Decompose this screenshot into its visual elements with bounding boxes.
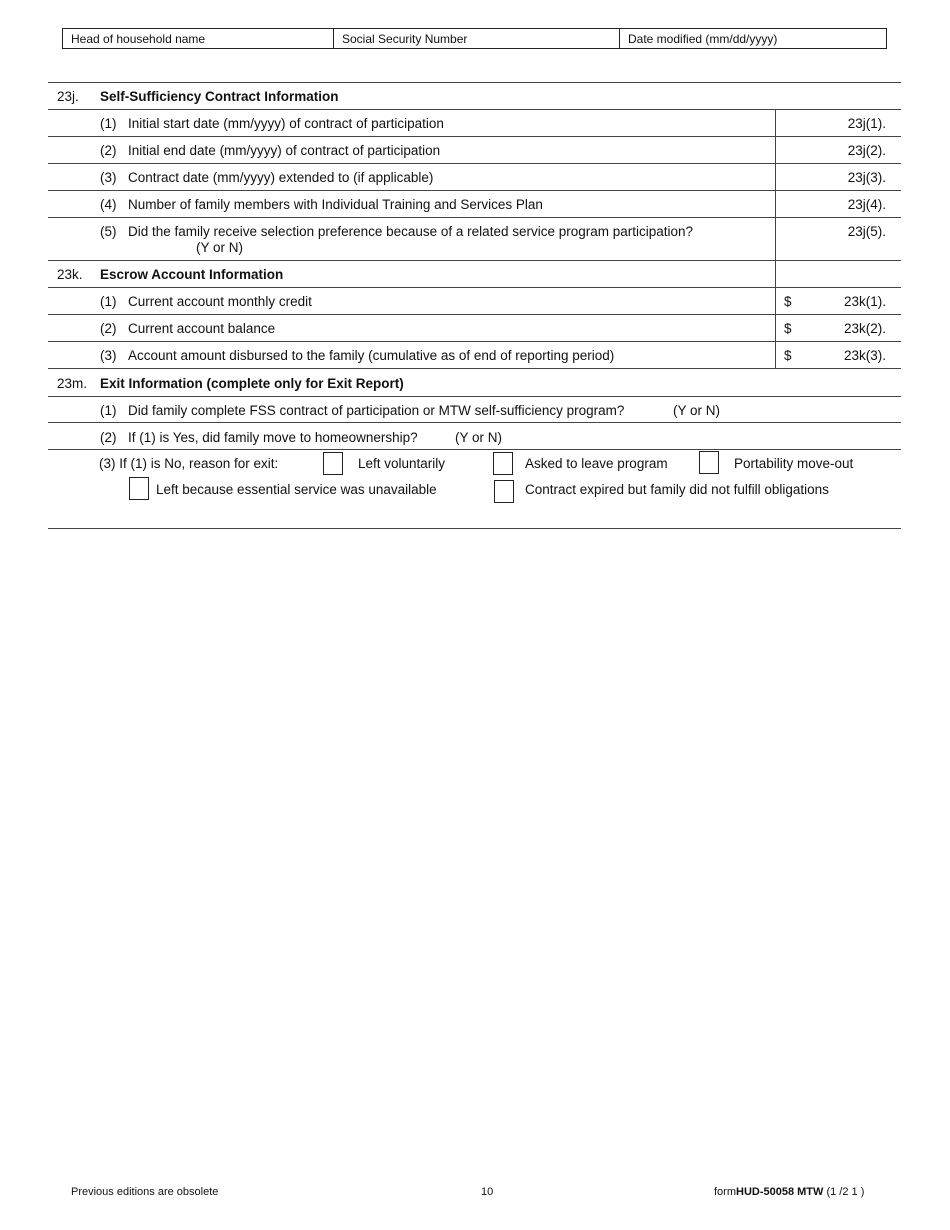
item-23j3-label: Contract date (mm/yyyy) extended to (if applicable) bbox=[128, 170, 434, 185]
item-23m2-label: If (1) is Yes, did family move to homeownership? bbox=[128, 430, 418, 445]
asked-to-leave-label: Asked to leave program bbox=[525, 456, 668, 471]
section-23j-number: 23j. bbox=[57, 89, 79, 104]
contract-expired-checkbox[interactable] bbox=[494, 480, 514, 503]
field-23j5[interactable] bbox=[776, 218, 901, 260]
field-23j1[interactable] bbox=[776, 110, 901, 136]
item-index: (5) bbox=[100, 224, 117, 239]
divider bbox=[48, 287, 901, 288]
form-prefix: form bbox=[714, 1186, 736, 1198]
item-index: (2) bbox=[100, 430, 117, 445]
item-index: (2) bbox=[100, 321, 117, 336]
form-date: (1 /2 1 ) bbox=[826, 1186, 865, 1198]
section-23m-title: Exit Information (complete only for Exit Report) bbox=[100, 376, 404, 391]
item-index: (1) bbox=[100, 116, 117, 131]
item-23j1-label: Initial start date (mm/yyyy) of contract of participation bbox=[128, 116, 444, 131]
divider bbox=[48, 528, 901, 529]
divider bbox=[48, 422, 901, 423]
item-23k1-label: Current account monthly credit bbox=[128, 294, 312, 309]
divider bbox=[48, 314, 901, 315]
item-23m1-label: Did family complete FSS contract of participation or MTW self-sufficiency program? bbox=[128, 403, 625, 418]
item-23j4-label: Number of family members with Individual Training and Services Plan bbox=[128, 197, 543, 212]
item-index: (1) bbox=[100, 403, 117, 418]
field-code: 23j(5). bbox=[847, 224, 886, 239]
item-23k2-label: Current account balance bbox=[128, 321, 276, 336]
item-23j5-label: Did the family receive selection preference because of a related service program participation? bbox=[128, 224, 694, 239]
date-modified-label: Date modified (mm/dd/yyyy) bbox=[628, 32, 778, 46]
item-index: (4) bbox=[100, 197, 117, 212]
essential-service-checkbox[interactable] bbox=[129, 477, 149, 500]
contract-expired-label: Contract expired but family did not fulfill obligations bbox=[525, 482, 829, 497]
field-23j2[interactable] bbox=[776, 137, 901, 163]
item-index: (3) bbox=[100, 348, 117, 363]
divider bbox=[48, 190, 901, 191]
currency-symbol: $ bbox=[784, 321, 792, 336]
item-23m2-yn[interactable]: (Y or N) bbox=[455, 430, 503, 445]
field-code: 23j(4). bbox=[847, 197, 886, 212]
field-23k3[interactable] bbox=[776, 342, 901, 368]
divider bbox=[48, 217, 901, 218]
form-id bbox=[714, 1186, 864, 1198]
left-voluntarily-label: Left voluntarily bbox=[358, 456, 446, 471]
divider bbox=[48, 449, 901, 450]
footer-obsolete-note: Previous editions are obsolete bbox=[71, 1186, 219, 1198]
item-index: (2) bbox=[100, 143, 117, 158]
ssn-field[interactable] bbox=[334, 29, 620, 48]
form-name: HUD-50058 MTW bbox=[736, 1186, 824, 1198]
field-code: 23k(1). bbox=[843, 294, 886, 309]
field-23k1[interactable] bbox=[776, 288, 901, 314]
field-code: 23j(1). bbox=[847, 116, 886, 131]
head-of-household-label: Head of household name bbox=[71, 32, 206, 46]
field-code: 23k(2). bbox=[843, 321, 886, 336]
field-23k2[interactable] bbox=[776, 315, 901, 341]
field-code: 23j(2). bbox=[847, 143, 886, 158]
header-box bbox=[62, 28, 887, 49]
item-23m3-label: (3) If (1) is No, reason for exit: bbox=[99, 456, 279, 471]
item-23k3-label: Account amount disbursed to the family (cumulative as of end of reporting period) bbox=[128, 348, 615, 363]
field-23j4[interactable] bbox=[776, 191, 901, 217]
section-23m-number: 23m. bbox=[57, 376, 88, 391]
section-23j-title: Self-Sufficiency Contract Information bbox=[100, 89, 339, 104]
field-23j3[interactable] bbox=[776, 164, 901, 190]
currency-symbol: $ bbox=[784, 348, 792, 363]
page-number: 10 bbox=[481, 1186, 494, 1198]
divider bbox=[48, 136, 901, 137]
ssn-label: Social Security Number bbox=[342, 32, 468, 46]
essential-service-label: Left because essential service was unavailable bbox=[156, 482, 437, 497]
field-code: 23j(3). bbox=[847, 170, 886, 185]
section-23k-title: Escrow Account Information bbox=[100, 267, 284, 282]
currency-symbol: $ bbox=[784, 294, 792, 309]
left-voluntarily-checkbox[interactable] bbox=[323, 452, 343, 475]
portability-label: Portability move-out bbox=[734, 456, 854, 471]
item-23m1-yn[interactable]: (Y or N) bbox=[673, 403, 721, 418]
asked-to-leave-checkbox[interactable] bbox=[493, 452, 513, 475]
item-index: (1) bbox=[100, 294, 117, 309]
divider bbox=[48, 109, 901, 110]
portability-checkbox[interactable] bbox=[699, 451, 719, 474]
divider bbox=[48, 341, 901, 342]
date-modified-field[interactable] bbox=[620, 29, 886, 48]
field-code: 23k(3). bbox=[843, 348, 886, 363]
divider bbox=[48, 163, 901, 164]
divider bbox=[48, 396, 901, 397]
divider bbox=[48, 368, 901, 369]
head-of-household-field[interactable] bbox=[63, 29, 334, 48]
divider bbox=[48, 260, 901, 261]
divider bbox=[48, 82, 901, 83]
item-23j5-yn: (Y or N) bbox=[196, 240, 244, 255]
section-23k-number: 23k. bbox=[57, 267, 83, 282]
item-23j2-label: Initial end date (mm/yyyy) of contract of participation bbox=[128, 143, 441, 158]
item-index: (3) bbox=[100, 170, 117, 185]
